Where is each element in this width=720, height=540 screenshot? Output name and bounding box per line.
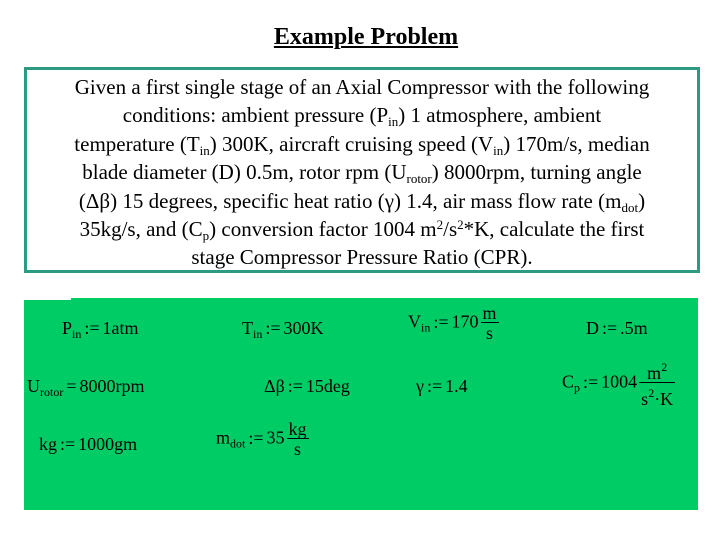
problem-line: (Δβ) 15 degrees, specific heat ratio (γ) 1.4, air mass flow rate $(m_{dot})$	[78, 188, 646, 215]
eq-kg: kg := 1000gm	[39, 434, 138, 454]
eq-gamma: γ := 1.4	[416, 376, 468, 396]
eq-mdot: $m_{dot}$ := 35 $\frac{kg}{s}$	[216, 419, 307, 459]
eq-tin: $T_{in}$ := 300K	[242, 318, 324, 341]
page-title: Example Problem	[273, 24, 459, 50]
eq-vin: $V_{in}$ := 170 $\frac{m}{s}$	[408, 303, 497, 343]
problem-line: Given a first single stage of an Axial Compressor with the following	[74, 75, 650, 99]
eq-urotor: $U_{rotor} = 8000rpm$	[27, 376, 145, 399]
problem-line: 35kg/s, and $(C_p)$ conversion factor 1004 $m^2/s^2*K$, calculate the first	[79, 217, 645, 244]
problem-line: conditions: ambient pressure $(P_{in})$ 1 atmosphere, ambient	[122, 103, 602, 130]
problem-statement	[24, 67, 700, 273]
problem-line: temperature $(T_{in})$ 300K, aircraft cruising speed $(V_{in})$ 170m/s, median	[74, 131, 650, 158]
eq-delta-beta: Δβ := 15deg	[264, 376, 350, 396]
eq-d: D := .5m	[586, 318, 648, 338]
eq-cp: $C_p$ := 1004 $\frac{m^2}{s^2\cdot K}$	[562, 360, 674, 409]
mathcad-worksheet	[24, 298, 698, 510]
eq-pin: $P_{in}$ := 1atm	[62, 318, 139, 341]
worksheet-tab-marker	[24, 296, 71, 300]
problem-line: stage Compressor Pressure Ratio (CPR).	[191, 245, 533, 270]
problem-line: blade diameter (D) 0.5m, rotor rpm $(U_{rotor})$ 8000rpm, turning angle	[82, 160, 642, 187]
